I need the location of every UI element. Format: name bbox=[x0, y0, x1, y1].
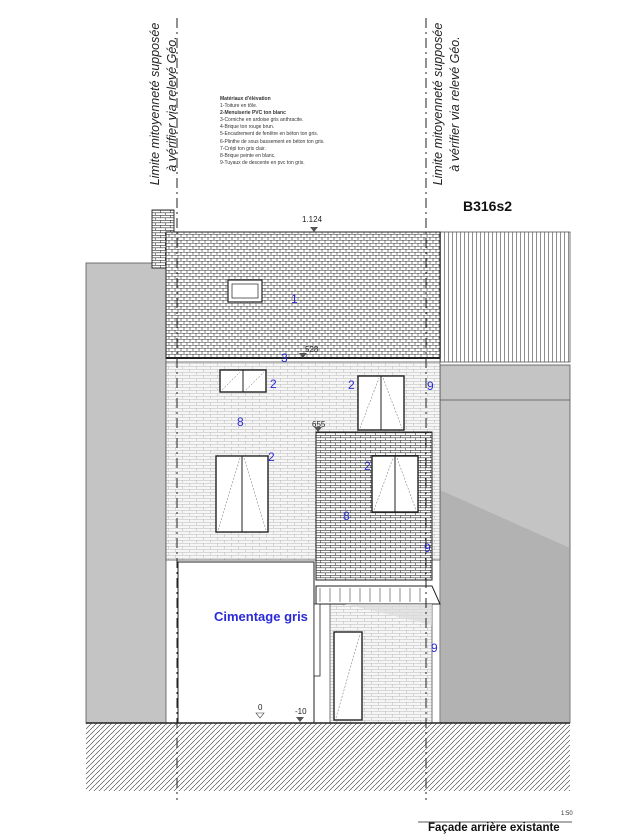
roof-window bbox=[228, 280, 262, 302]
drawing-scale: 1:50 bbox=[561, 811, 573, 817]
marker-wall-main: 8 bbox=[237, 415, 244, 429]
level-ground: 0 bbox=[258, 703, 263, 712]
materials-item: 5-Encadrement de fenêtre en béton ton gris. bbox=[220, 131, 319, 138]
materials-item: 2-Menuiserie PVC ton blanc bbox=[220, 110, 286, 117]
ground-section bbox=[86, 723, 570, 791]
boundary-label-left-line2: à vérifier via relevé Géo. bbox=[165, 36, 179, 172]
materials-legend bbox=[220, 96, 400, 167]
neighbour-left bbox=[86, 263, 166, 723]
materials-item: 6-Plinthe de sous bassement en béton ton gris. bbox=[220, 138, 325, 145]
window-annex bbox=[372, 456, 418, 512]
canopy bbox=[316, 586, 440, 604]
marker-window-top-left: 2 bbox=[270, 377, 277, 391]
materials-item: 1-Toiture en tôle. bbox=[220, 103, 258, 110]
level-ridge: 1.124 bbox=[302, 215, 323, 224]
level-cornice: 528 bbox=[305, 345, 319, 354]
marker-window-top-right: 2 bbox=[348, 378, 355, 392]
post bbox=[314, 604, 320, 676]
level-annex-top: 655 bbox=[312, 420, 326, 429]
window-top-left bbox=[220, 370, 266, 392]
marker-cornice: 3 bbox=[281, 351, 288, 365]
boundary-label-right-2 bbox=[445, 14, 465, 194]
boundary-label-left-line1: Limite mitoyenneté supposée bbox=[148, 22, 162, 186]
boundary-label-left-2 bbox=[162, 14, 182, 194]
window-mid-left bbox=[216, 456, 268, 532]
materials-item: 8-Brique peinte en blanc. bbox=[220, 152, 276, 159]
boundary-label-right-line2: à vérifier via relevé Géo. bbox=[448, 36, 462, 172]
neighbour-right-roof bbox=[440, 232, 570, 362]
materials-item: 7-Crépi ton gris clair. bbox=[220, 145, 266, 152]
marker-window-annex: 2 bbox=[364, 459, 371, 473]
roof-tiles bbox=[166, 232, 440, 358]
marker-pipe-top: 9 bbox=[427, 379, 434, 393]
materials-item: 4-Brique ton rouge brun. bbox=[220, 124, 275, 131]
marker-roof: 1 bbox=[291, 292, 298, 306]
marker-window-mid-left: 2 bbox=[268, 450, 275, 464]
materials-title: Matériaux d'élévation bbox=[220, 96, 271, 102]
parcel-reference: B316s2 bbox=[463, 198, 513, 214]
cement-wall bbox=[178, 562, 314, 723]
marker-pipe-mid: 9 bbox=[424, 541, 431, 555]
boundary-label-right-line1: Limite mitoyenneté supposée bbox=[431, 22, 445, 186]
door-annex bbox=[334, 632, 362, 720]
materials-item: 9-Tuyaux de descente en pvc ton gris. bbox=[220, 159, 305, 166]
ground-floor-finish: Cimentage gris bbox=[214, 609, 308, 624]
window-top-right bbox=[358, 376, 404, 430]
marker-pipe-low: 9 bbox=[431, 641, 438, 655]
level-lower: -10 bbox=[295, 707, 307, 716]
materials-item: 3-Corniche en ardoise gris anthracite. bbox=[220, 117, 304, 124]
marker-wall-annex: 8 bbox=[343, 509, 350, 523]
drawing-title: Façade arrière existante bbox=[428, 822, 560, 834]
